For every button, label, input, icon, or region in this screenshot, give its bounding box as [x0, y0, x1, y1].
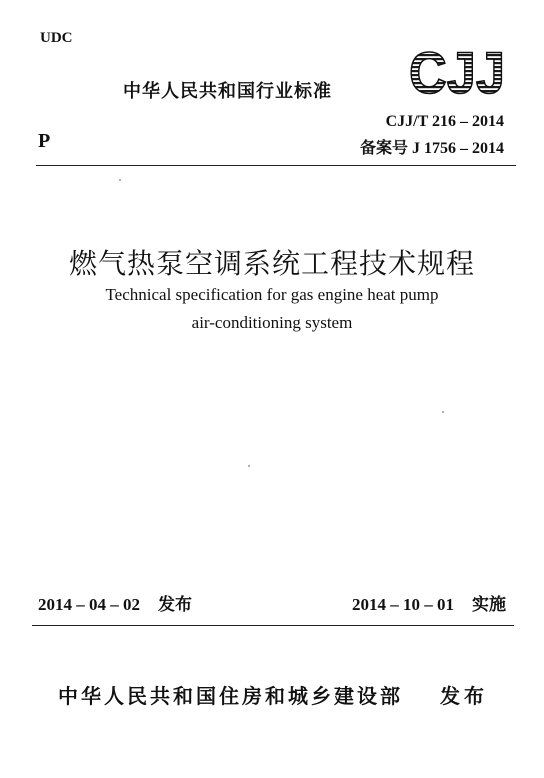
udc-label: UDC: [40, 30, 73, 46]
issue-label: 发布: [158, 595, 192, 615]
implement-date-row: [352, 590, 506, 615]
issuer-verb: 发布: [440, 684, 488, 708]
title-chinese: 燃气热泵空调系统工程技术规程: [68, 247, 475, 280]
top-divider: [36, 165, 516, 166]
classification-code: P: [38, 130, 51, 152]
title-english-line1: Technical specification for gas engine heat pump: [105, 285, 439, 304]
record-number: 备案号 J 1756 – 2014: [359, 140, 504, 157]
bottom-divider: [32, 625, 514, 626]
cjj-logo: [408, 46, 506, 98]
issuer: 中华人民共和国住房和城乡建设部: [58, 684, 403, 708]
scan-speck: [248, 465, 250, 467]
implement-date: 2014 – 10 – 01: [352, 595, 454, 614]
issue-date-row: [38, 590, 192, 615]
logo-text: CJJ: [409, 46, 505, 98]
implement-label: 实施: [472, 595, 506, 615]
standard-type: 中华人民共和国行业标准: [123, 81, 332, 102]
standard-number: CJJ/T 216 – 2014: [385, 113, 504, 130]
issue-date: 2014 – 04 – 02: [38, 595, 140, 614]
title-english-line2: air-conditioning system: [191, 313, 353, 332]
scan-speck: [119, 179, 121, 181]
cjj-logo-graphic: [408, 46, 506, 98]
scan-speck: [442, 411, 444, 413]
